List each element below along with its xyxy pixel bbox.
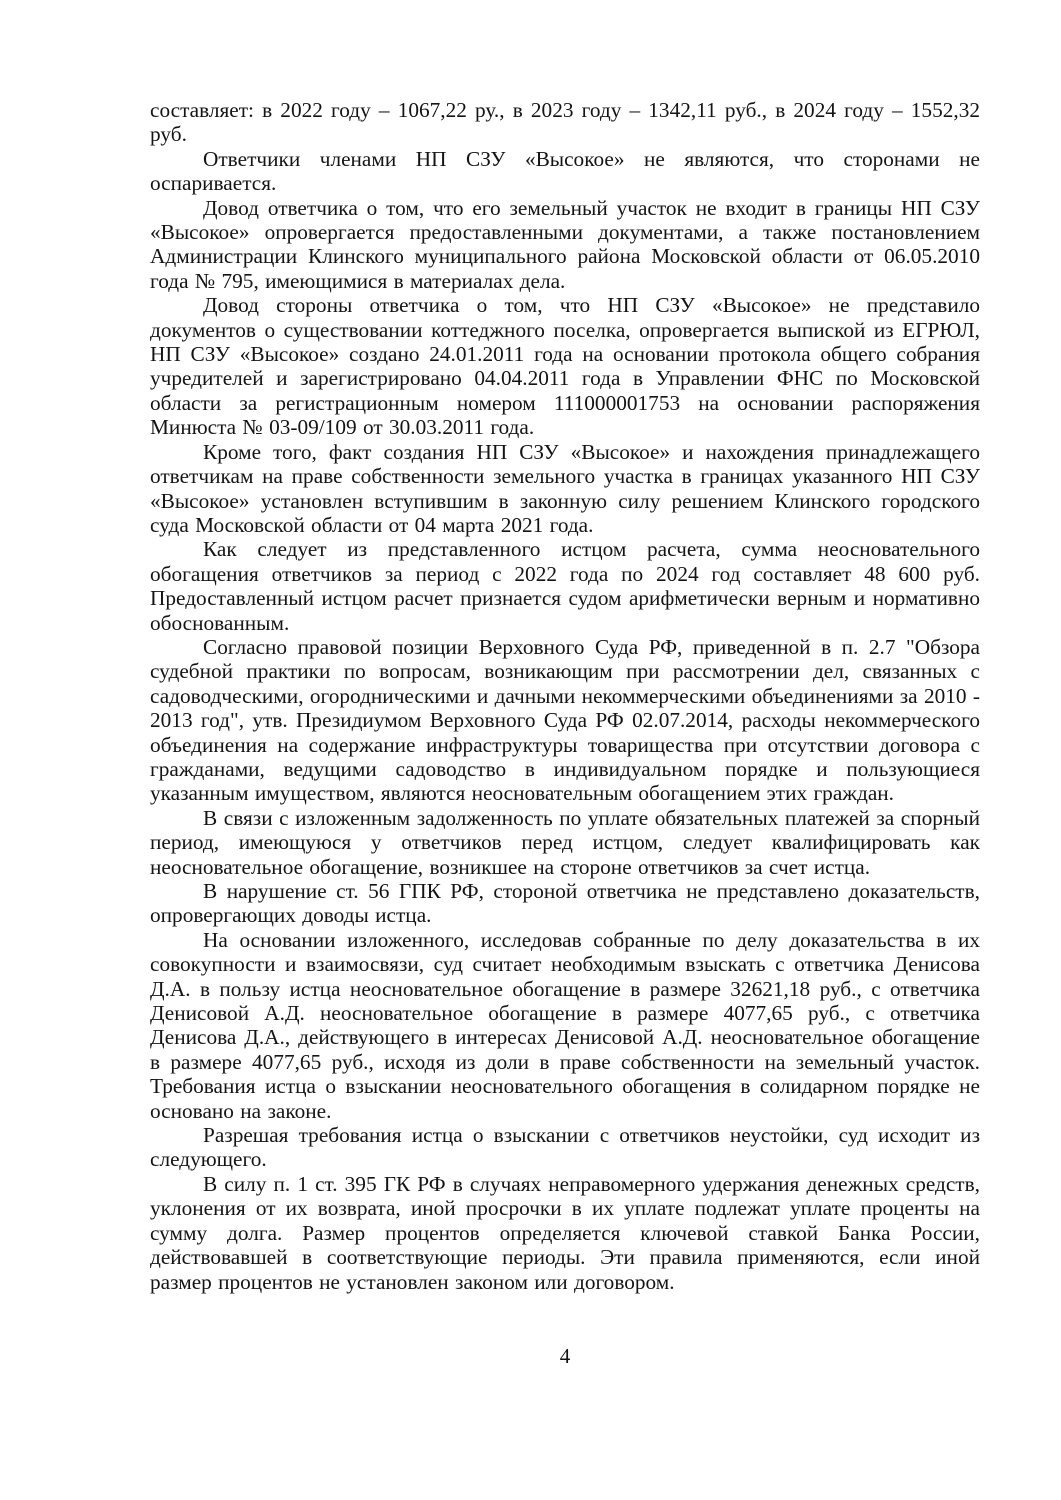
paragraph: Как следует из представленного истцом расчета, сумма неосновательного обогащения ответчиков за период с 2022 года по 2024 год составляет 48 600 руб. Предоставленный истцом расчет признается судом арифметически верным и нормативно обоснованным. (150, 537, 980, 635)
paragraph: На основании изложенного, исследовав собранные по делу доказательства в их совокупности и взаимосвязи, суд считает необходимым взыскать с ответчика Денисова Д.А. в пользу истца неосновательное обогащение в размере 32621,18 руб., с ответчика Денисовой А.Д. неосновательное обогащение в размере 4077,65 руб., с ответчика Денисова Д.А., действующего в интересах Денисовой А.Д. неосновательное обогащение в размере 4077,65 руб., исходя из доли в праве собственности на земельный участок. Требования истца о взыскании неосновательного обогащения в солидарном порядке не основано на законе. (150, 927, 980, 1123)
paragraph: составляет: в 2022 году – 1067,22 ру., в 2023 году – 1342,11 руб., в 2024 году – 1552,32 руб. (150, 98, 980, 147)
paragraph: В связи с изложенным задолженность по уплате обязательных платежей за спорный период, имеющуюся у ответчиков перед истцом, следует квалифицировать как неосновательное обогащение, возникшее на стороне ответчиков за счет истца. (150, 805, 980, 879)
paragraph: Ответчики членами НП СЗУ «Высокое» не являются, что сторонами не оспаривается. (150, 146, 980, 196)
document-body (150, 98, 980, 1294)
paragraph: Довод ответчика о том, что его земельный участок не входит в границы НП СЗУ «Высокое» опровергается предоставленными документами, а также постановлением Администрации Клинского муниципального района Московской области от 06.05.2010 года № 795, имеющимися в материалах дела. (150, 195, 980, 293)
page-number: 4 (559, 1344, 571, 1368)
paragraph: В силу п. 1 ст. 395 ГК РФ в случаях неправомерного удержания денежных средств, уклонения от их возврата, иной просрочки в их уплате подлежат уплате проценты на сумму долга. Размер процентов определяется ключевой ставкой Банка России, действовавшей в соответствующие периоды. Эти правила применяются, если иной размер процентов не установлен законом или договором. (150, 1171, 980, 1294)
paragraph: Разрешая требования истца о взыскании с ответчиков неустойки, суд исходит из следующего. (150, 1123, 980, 1172)
paragraph: Согласно правовой позиции Верховного Суда РФ, приведенной в п. 2.7 "Обзора судебной практики по вопросам, возникающим при рассмотрении дел, связанных с садоводческими, огородническими и дачными некоммерческими объединениями за 2010 - 2013 год", утв. Президиумом Верховного Суда РФ 02.07.2014, расходы некоммерческого объединения на содержание инфраструктуры товарищества при отсутствии договора с гражданами, ведущими садоводство в индивидуальном порядке и пользующиеся указанным имуществом, являются неосновательным обогащением этих граждан. (150, 634, 980, 806)
paragraph: В нарушение ст. 56 ГПК РФ, стороной ответчика не представлено доказательств, опровергающих доводы истца. (150, 879, 980, 928)
paragraph: Довод стороны ответчика о том, что НП СЗУ «Высокое» не представило документов о существовании коттеджного поселка, опровергается выпиской из ЕГРЮЛ, НП СЗУ «Высокое» создано 24.01.2011 года на основании протокола общего собрания учредителей и зарегистрировано 04.04.2011 года в Управлении ФНС по Московской области за регистрационным номером 111000001753 на основании распоряжения Минюста № 03-09/109 от 30.03.2011 года. (150, 293, 980, 440)
paragraph: Кроме того, факт создания НП СЗУ «Высокое» и нахождения принадлежащего ответчикам на праве собственности земельного участка в границах указанного НП СЗУ «Высокое» установлен вступившим в законную силу решением Клинского городского суда Московской области от 04 марта 2021 года. (150, 439, 980, 537)
